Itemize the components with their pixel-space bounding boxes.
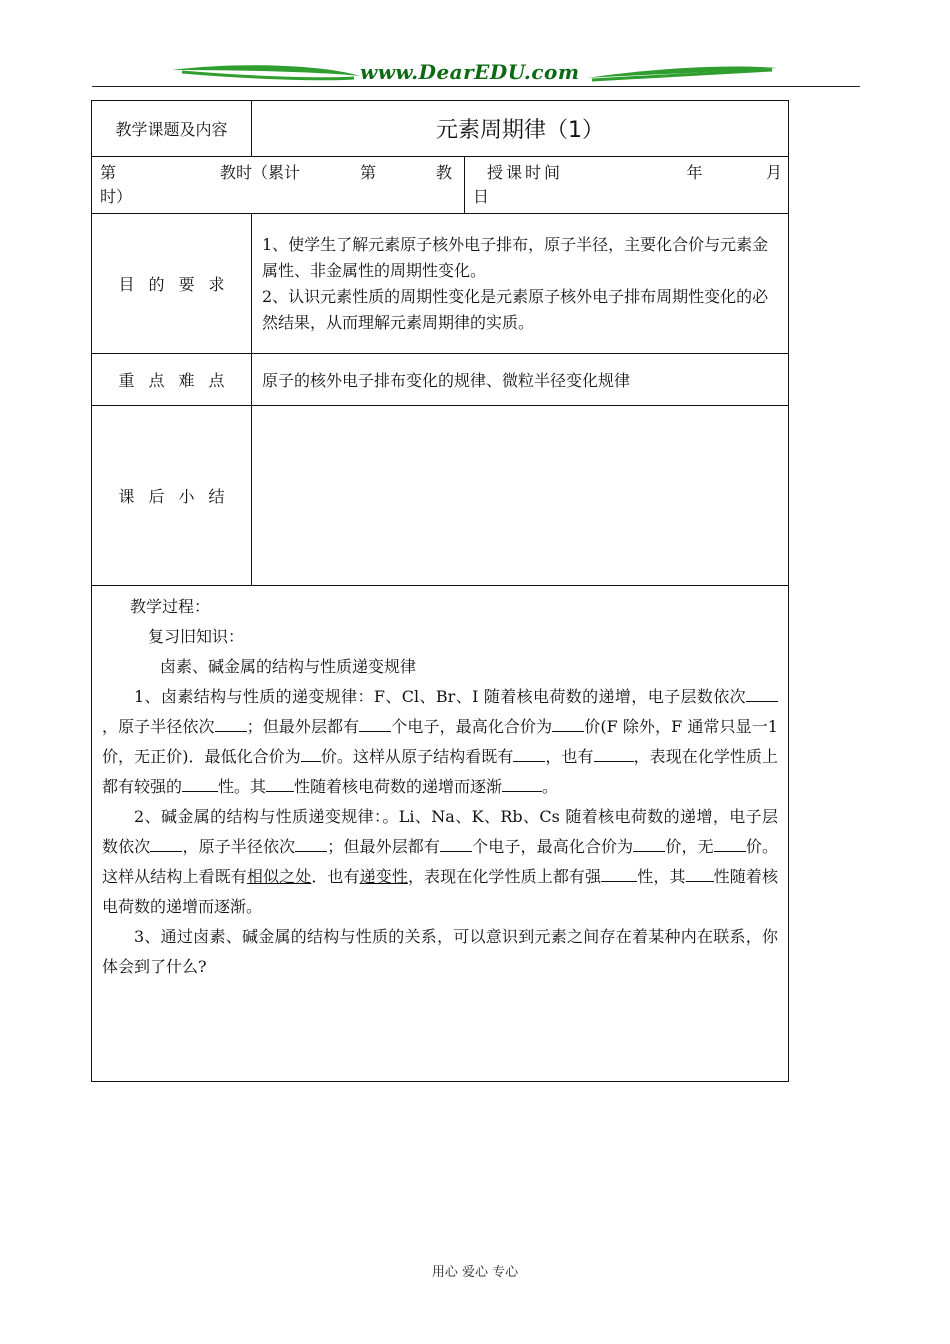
fill-in-blank[interactable] bbox=[502, 773, 542, 792]
fill-in-blank[interactable] bbox=[686, 863, 714, 882]
fill-in-blank[interactable] bbox=[266, 773, 294, 792]
text-fragment: ，也有 bbox=[545, 747, 594, 766]
summary-label: 课后小结 bbox=[118, 487, 239, 506]
topic-label: 教学课题及内容 bbox=[92, 101, 252, 157]
text-fragment: 2、碱金属的结构与性质递变规律：。Li、Na、K、Rb、Cs 随着核电荷数的递增，电子层数依次 bbox=[102, 807, 778, 856]
teaching-process bbox=[92, 586, 789, 1082]
paragraph-alkali bbox=[102, 802, 778, 922]
text-fragment: 。 bbox=[542, 777, 559, 796]
paragraph-halogen bbox=[102, 682, 778, 802]
fill-in-blank[interactable] bbox=[295, 833, 327, 852]
text-fragment: ，表现在化学性质上都有较强的 bbox=[102, 747, 778, 796]
period-cell bbox=[92, 157, 465, 214]
text-fragment: ；但最外层都有 bbox=[246, 717, 360, 736]
lesson-plan-table bbox=[91, 100, 789, 1082]
text-fragment: 递变性 bbox=[359, 867, 408, 886]
time-month: 月 bbox=[765, 163, 782, 182]
text-fragment: 性。其 bbox=[218, 777, 267, 796]
fill-in-blank[interactable] bbox=[440, 833, 472, 852]
fill-in-blank[interactable] bbox=[215, 713, 247, 732]
fill-in-blank[interactable] bbox=[301, 743, 321, 762]
period-shi: 时） bbox=[100, 187, 133, 206]
text-fragment: 1、卤素结构与性质的递变规律：F、Cl、Br、I 随着核电荷数的递增，电子层数依次 bbox=[134, 687, 746, 706]
summary-label-cell bbox=[92, 406, 252, 586]
fill-in-blank[interactable] bbox=[513, 743, 545, 762]
text-fragment: 价。这样从原子结构看既有 bbox=[320, 747, 514, 766]
text-fragment: 个电子，最高化合价为 bbox=[391, 717, 553, 736]
subtopic: 卤素、碱金属的结构与性质递变规律 bbox=[160, 657, 417, 676]
key-label-cell bbox=[92, 354, 252, 406]
site-logo-text: www.DearEDU.com bbox=[360, 60, 580, 84]
key-label: 重点难点 bbox=[118, 371, 239, 390]
text-fragment: 个电子，最高化合价为 bbox=[472, 837, 634, 856]
period-di: 第 bbox=[100, 163, 117, 182]
purpose-content bbox=[252, 214, 789, 354]
text-fragment: ；但最外层都有 bbox=[327, 837, 441, 856]
page-footer: 用心 爱心 专心 bbox=[431, 1265, 519, 1280]
period-jiaoshi: 教时（累计 bbox=[219, 163, 300, 182]
text-fragment: 性随着核电荷数的递增而逐渐 bbox=[294, 777, 503, 796]
text-fragment: ，原子半径依次 bbox=[182, 837, 296, 856]
fill-in-blank[interactable] bbox=[601, 863, 637, 882]
fill-in-blank[interactable] bbox=[714, 833, 746, 852]
paragraph-reflection: 3、通过卤素、碱金属的结构与性质的关系，可以意识到元素之间存在着某种内在联系，你体会到了什么? bbox=[102, 927, 778, 976]
summary-content bbox=[252, 406, 789, 586]
text-fragment: ，原子半径依次 bbox=[102, 717, 215, 736]
text-fragment: 价。这样从结构上看既有 bbox=[102, 837, 778, 886]
fill-in-blank[interactable] bbox=[633, 833, 665, 852]
fill-in-blank[interactable] bbox=[746, 683, 778, 702]
review-heading: 复习旧知识： bbox=[148, 627, 245, 646]
text-fragment: 相似之处 bbox=[246, 867, 312, 886]
fill-in-blank[interactable] bbox=[359, 713, 391, 732]
purpose-line-1: 1、使学生了解元素原子核外电子排布，原子半径，主要化合价与元素金属性、非金属性的周期性变化。 bbox=[262, 234, 769, 280]
text-fragment: 价，无 bbox=[665, 837, 714, 856]
fill-in-blank[interactable] bbox=[150, 833, 182, 852]
period-di2: 第 bbox=[359, 163, 376, 182]
text-fragment: ，表现在化学性质上都有强 bbox=[407, 867, 602, 886]
fill-in-blank[interactable] bbox=[182, 773, 218, 792]
key-points: 原子的核外电子排布变化的规律、微粒半径变化规律 bbox=[252, 354, 789, 406]
time-label: 授课时间 bbox=[487, 163, 564, 182]
period-jiao: 教 bbox=[435, 163, 452, 182]
fill-in-blank[interactable] bbox=[552, 713, 584, 732]
purpose-line-2: 2、认识元素性质的周期性变化是元素原子核外电子排布周期性变化的必然结果，从而理解元素周期律的实质。 bbox=[262, 286, 769, 332]
time-year: 年 bbox=[686, 163, 703, 182]
fill-in-blank[interactable] bbox=[594, 743, 634, 762]
text-fragment: 性，其 bbox=[637, 867, 686, 886]
time-day: 日 bbox=[473, 187, 490, 206]
text-fragment: 价(F 除外，F 通常只显一1价，无正价)．最低化合价为 bbox=[102, 717, 778, 766]
header-divider bbox=[92, 86, 860, 87]
purpose-label: 目的要求 bbox=[118, 275, 239, 294]
text-fragment: 性随着核电荷数的递增而逐渐。 bbox=[102, 867, 778, 916]
topic-title: 元素周期律（1） bbox=[252, 101, 789, 157]
purpose-label-cell bbox=[92, 214, 252, 354]
time-cell bbox=[465, 157, 789, 214]
process-heading: 教学过程： bbox=[130, 597, 211, 616]
text-fragment: ．也有 bbox=[311, 867, 360, 886]
